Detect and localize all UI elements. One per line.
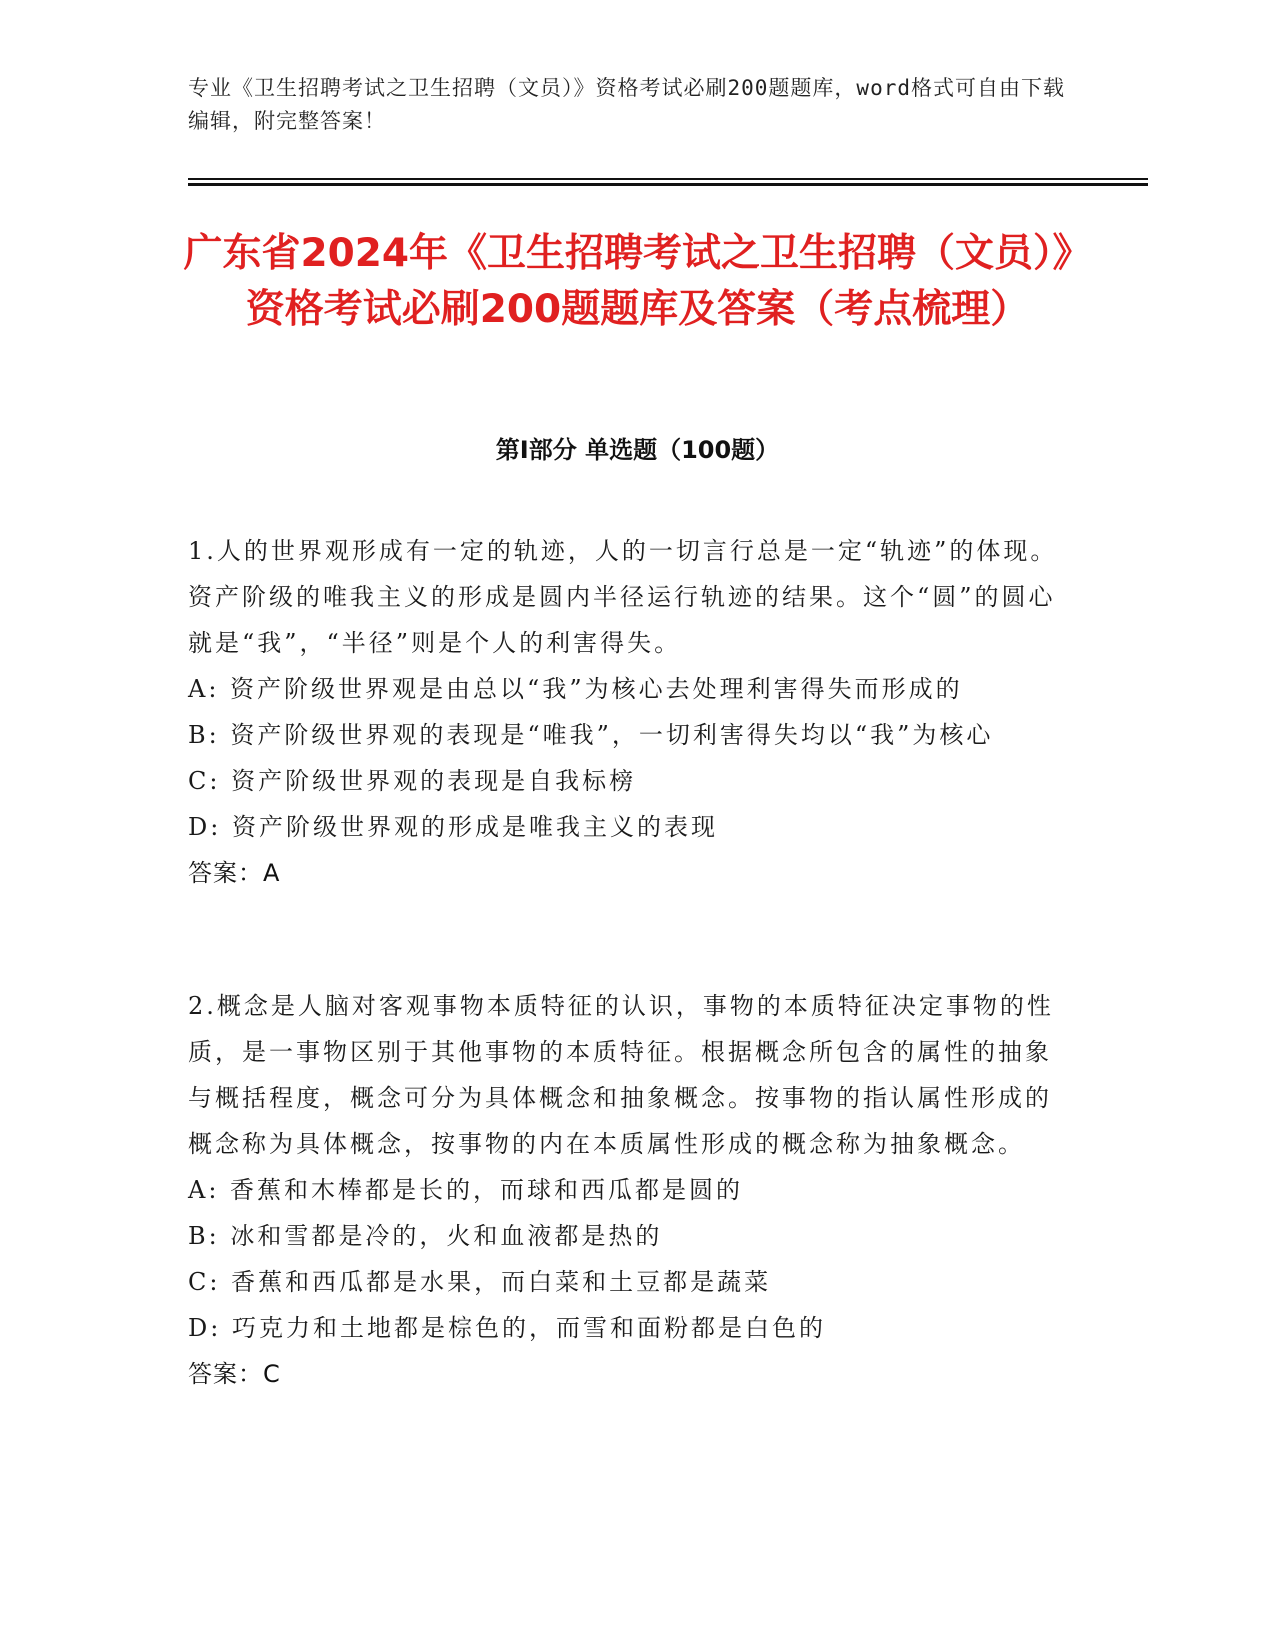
option-c: C: 资产阶级世界观的表现是自我标榜: [188, 767, 637, 795]
document-title: 广东省2024年《卫生招聘考试之卫生招聘（文员）》资格考试必刷200题题库及答案（考点梳理）: [183, 231, 1092, 332]
option-a: A: 资产阶级世界观是由总以“我”为核心去处理利害得失而形成的: [188, 675, 963, 703]
header-note: 专业《卫生招聘考试之卫生招聘（文员）》资格考试必刷200题题库，word格式可自由下载编辑，附完整答案！: [188, 76, 1065, 133]
question-stem: 2.概念是人脑对客观事物本质特征的认识，事物的本质特征决定事物的性质，是一事物区别于其他事物的本质特征。根据概念所包含的属性的抽象与概括程度，概念可分为具体概念和抽象概念。按事物的指认属性形成的概念称为具体概念，按事物的内在本质属性形成的概念称为抽象概念。: [188, 992, 1054, 1158]
question-2: [188, 983, 1068, 1397]
option-b: B: 冰和雪都是冷的，火和血液都是热的: [188, 1222, 663, 1250]
option-c: C: 香蕉和西瓜都是水果，而白菜和土豆都是蔬菜: [188, 1268, 772, 1296]
question-1: [188, 528, 1068, 896]
option-b: B: 资产阶级世界观的表现是“唯我”，一切利害得失均以“我”为核心: [188, 721, 994, 749]
answer: 答案：C: [188, 1360, 281, 1388]
option-a: A: 香蕉和木棒都是长的，而球和西瓜都是圆的: [188, 1176, 744, 1204]
header-divider-thin: [188, 178, 1148, 180]
option-d: D: 资产阶级世界观的形成是唯我主义的表现: [188, 813, 718, 841]
answer: 答案：A: [188, 859, 281, 887]
section-heading: 第I部分 单选题（100题）: [495, 436, 780, 464]
question-stem: 1.人的世界观形成有一定的轨迹，人的一切言行总是一定“轨迹”的体现。资产阶级的唯我主义的形成是圆内半径运行轨迹的结果。这个“圆”的圆心就是“我”，“半径”则是个人的利害得失。: [188, 537, 1058, 657]
option-d: D: 巧克力和土地都是棕色的，而雪和面粉都是白色的: [188, 1314, 826, 1342]
header-divider-thick: [188, 183, 1148, 186]
